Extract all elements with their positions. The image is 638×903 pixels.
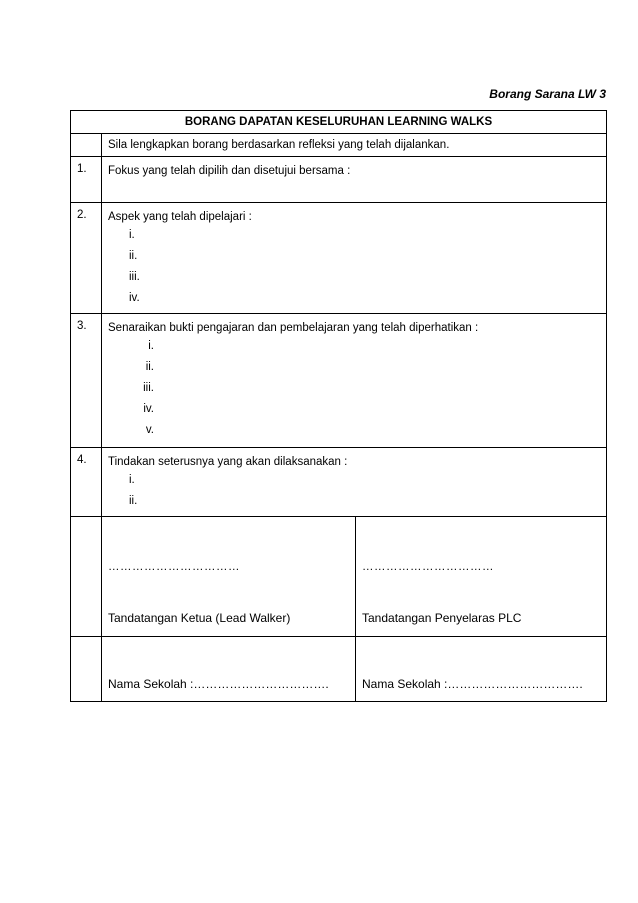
question-label: Fokus yang telah dipilih dan disetujui bersama : xyxy=(108,165,351,177)
list-item: i. xyxy=(148,340,154,352)
signature-line: …………………………… xyxy=(362,561,494,573)
list-item: i. xyxy=(129,229,135,241)
question-number: 1. xyxy=(71,157,102,203)
school-name-label: Nama Sekolah :……………………………. xyxy=(108,677,329,691)
plc-coordinator-signature-label: Tandatangan Penyelaras PLC xyxy=(362,611,522,625)
question-3-field[interactable] xyxy=(102,314,607,448)
school-name-label: Nama Sekolah :……………………………. xyxy=(362,677,583,691)
list-item: v. xyxy=(145,424,154,436)
signature-row xyxy=(71,517,607,637)
form-instruction: Sila lengkapkan borang berdasarkan refleksi yang telah dijalankan. xyxy=(102,134,607,157)
question-row-1 xyxy=(71,157,607,203)
answer-list xyxy=(108,470,606,512)
empty-number-cell xyxy=(71,134,102,157)
question-label: Aspek yang telah dipelajari : xyxy=(108,211,252,223)
question-number: 3. xyxy=(71,314,102,448)
empty-number-cell xyxy=(71,517,102,637)
list-item: iv. xyxy=(129,292,140,304)
question-row-2 xyxy=(71,203,607,314)
school-name-field-left[interactable] xyxy=(102,637,356,702)
list-item: i. xyxy=(129,474,135,486)
question-2-field[interactable] xyxy=(102,203,607,314)
question-row-3 xyxy=(71,314,607,448)
school-row xyxy=(71,637,607,702)
list-item: ii. xyxy=(145,361,154,373)
answer-list xyxy=(108,225,606,309)
list-item: iii. xyxy=(143,382,154,394)
instruction-row xyxy=(71,134,607,157)
list-item: iv. xyxy=(143,403,154,415)
question-number: 4. xyxy=(71,448,102,517)
lead-walker-signature-field[interactable] xyxy=(102,517,356,637)
question-label: Senaraikan bukti pengajaran dan pembelajaran yang telah diperhatikan : xyxy=(108,322,479,334)
school-name-field-right[interactable] xyxy=(356,637,607,702)
question-1-field[interactable] xyxy=(102,157,607,203)
answer-list xyxy=(108,336,606,441)
title-row xyxy=(71,111,607,134)
list-item: ii. xyxy=(129,250,138,262)
findings-form-table xyxy=(70,110,607,702)
list-item: iii. xyxy=(129,271,140,283)
question-number: 2. xyxy=(71,203,102,314)
question-4-field[interactable] xyxy=(102,448,607,517)
list-item: ii. xyxy=(129,495,138,507)
empty-number-cell xyxy=(71,637,102,702)
signature-line: …………………………… xyxy=(108,561,240,573)
question-row-4 xyxy=(71,448,607,517)
plc-coordinator-signature-field[interactable] xyxy=(356,517,607,637)
form-reference: Borang Sarana LW 3 xyxy=(489,87,606,101)
question-label: Tindakan seterusnya yang akan dilaksanakan : xyxy=(108,456,348,468)
lead-walker-signature-label: Tandatangan Ketua (Lead Walker) xyxy=(108,611,291,625)
form-title: BORANG DAPATAN KESELURUHAN LEARNING WALKS xyxy=(71,111,607,134)
